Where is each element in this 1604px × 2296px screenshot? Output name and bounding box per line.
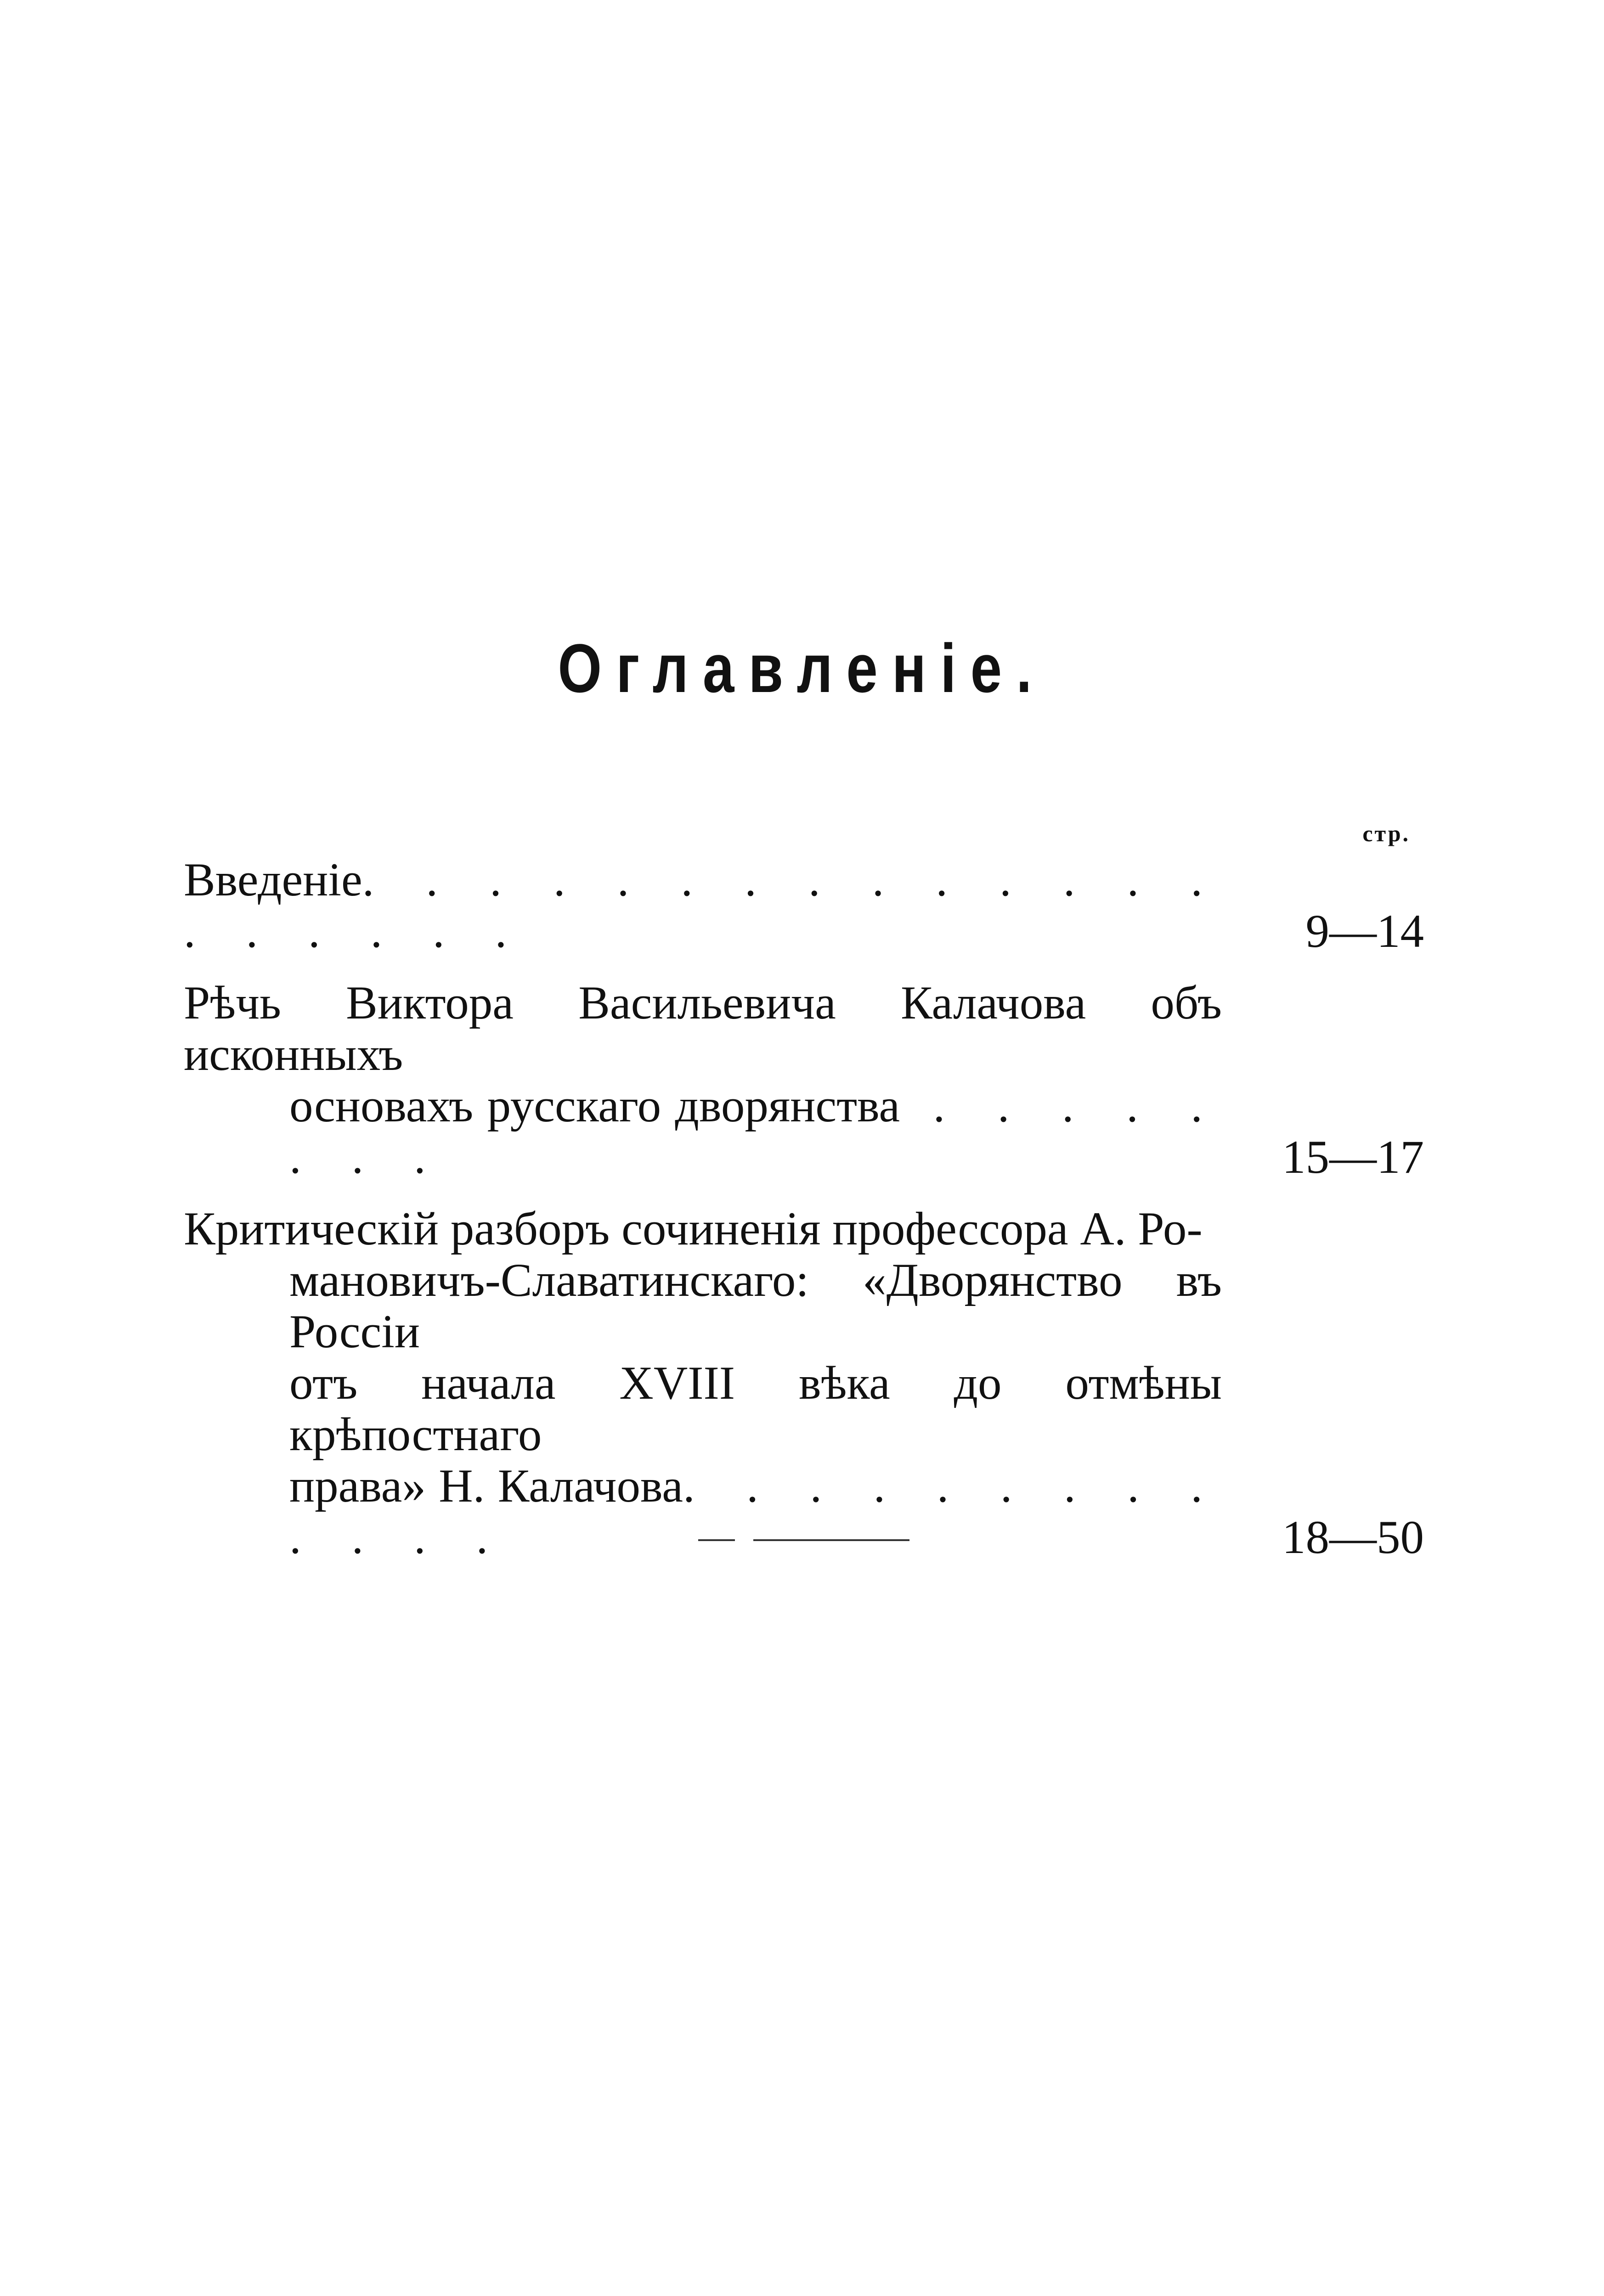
- toc-entry-line: права» Н. Калачова: [289, 1460, 683, 1512]
- toc-entry-line: Рѣчь Виктора Васильевича Калачова объ исконныхъ: [184, 977, 1222, 1080]
- toc-entry-text: [184, 1203, 1222, 1563]
- toc-entry-line: отъ начала XVIII вѣка до отмѣны крѣпостнаго: [289, 1357, 1222, 1461]
- toc-entry-pages: 18—50: [1282, 1511, 1424, 1564]
- table-of-contents: [184, 822, 1424, 1583]
- toc-entry-critical-review: [184, 1203, 1424, 1563]
- pages-column-header: стр.: [1362, 821, 1410, 846]
- toc-entry-line: Критическій разборъ сочиненія профессора А. Ро-: [184, 1203, 1203, 1255]
- toc-entry-text: [184, 977, 1222, 1183]
- toc-entry-pages: 15—17: [1282, 1131, 1424, 1183]
- toc-entry-line: основахъ русскаго дворянства: [289, 1080, 900, 1132]
- toc-entry-introduction: [184, 854, 1424, 957]
- leader-dots: . . . . . . . .: [289, 1080, 1222, 1183]
- page-title: Оглавленіе.: [558, 630, 1046, 707]
- toc-entry-speech: [184, 977, 1424, 1183]
- toc-entry-line: мановичъ-Славатинскаго: «Дворянство въ Россіи: [289, 1254, 1222, 1358]
- toc-entry-line: Введеніе: [184, 854, 362, 906]
- leader-dots: . . . . . . . . . . . . .: [289, 1460, 1222, 1564]
- toc-entry-pages: 9—14: [1305, 905, 1424, 957]
- decorative-rule-long: [753, 1539, 909, 1541]
- toc-entry-text: [184, 854, 1222, 957]
- decorative-rule-short: [698, 1539, 735, 1541]
- leader-dots: . . . . . . . . . . . . . . . . . . . .: [184, 854, 1222, 957]
